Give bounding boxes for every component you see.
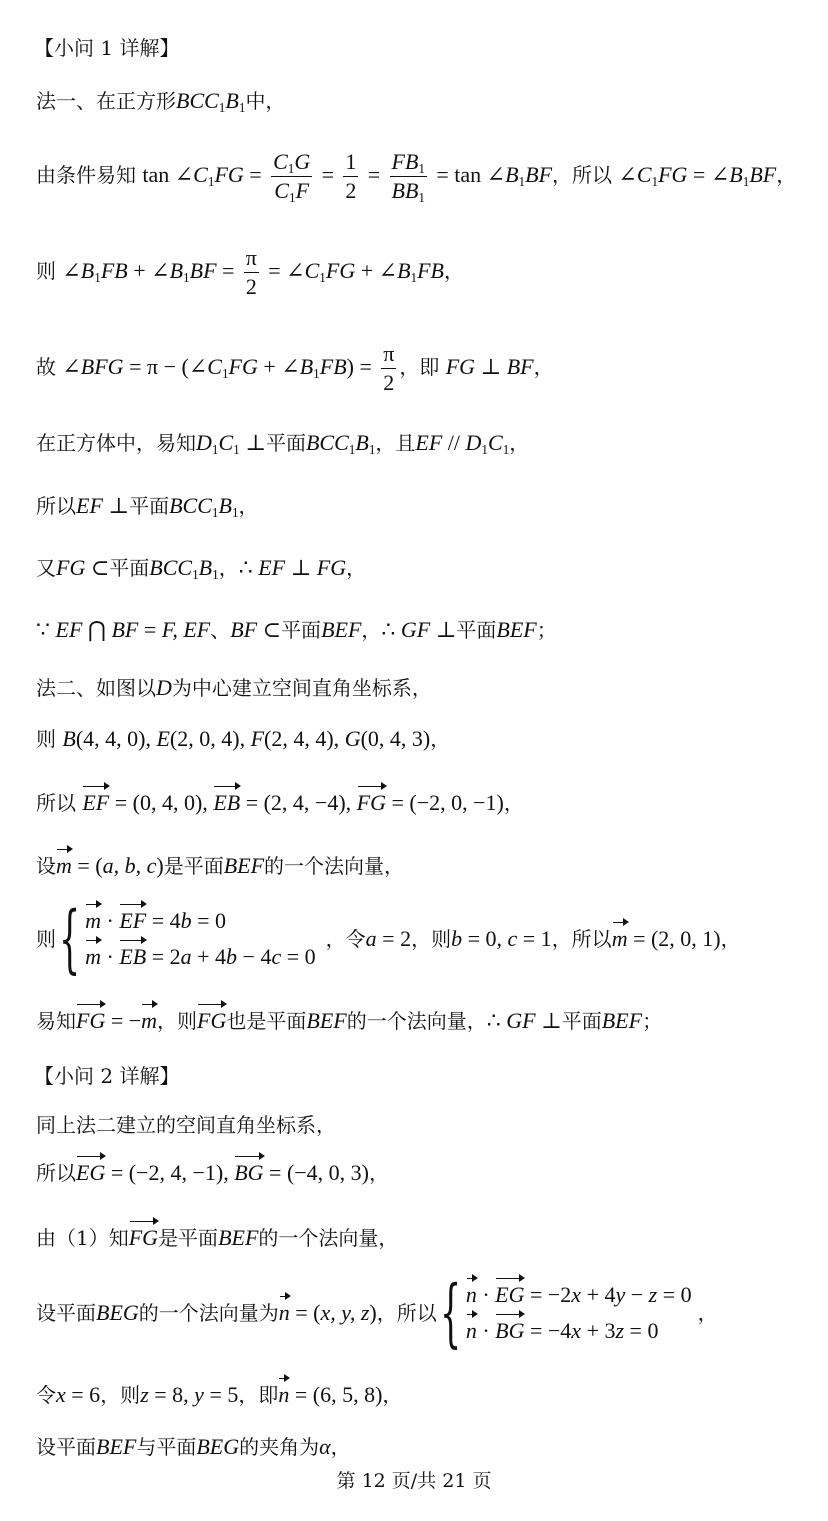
conclusion-line-1: ∵ EF ⋂ BF = F, EF、BF ⊂平面BEF，∴ GF ⊥平面BEF； — [36, 617, 557, 642]
normal-vector-m-line: 设m = (a, b, c)是平面BEF的一个法向量， — [36, 853, 405, 878]
section-heading-q1: 【小问 1 详解】 — [34, 36, 180, 60]
fg-subset-line: 又FG ⊂平面$BCC_1B_1$，∴ EF ⊥ FG， — [36, 555, 367, 582]
coordinates-line: 则 B(4, 4, 0), E(2, 0, 4), F(2, 4, 4), G(0, 4, 3)， — [36, 726, 451, 751]
system-1-line: 则 { m · EF = 4b = 0 m · EB = 2a + 4b − 4c = 0 ，令 a = 2 ，则 b = 0, c = 1 ，所以 m = (2, 0, 1) ， — [36, 896, 741, 982]
q2-setup-line: 同上法二建立的空间直角坐标系， — [36, 1113, 336, 1137]
q2-fg-normal-line: 由（1）知FG是平面BEF的一个法向量， — [36, 1225, 399, 1250]
ef-perp-line: 所以EF ⊥平面$BCC_1B_1$， — [36, 493, 259, 520]
method2-intro: 法二、如图以D为中心建立空间直角坐标系， — [36, 675, 432, 700]
system-2-line: 设平面 BEG 的一个法向量为 n = (x, y, z) ，所以 { n · EG = −2x + 4y − z = 0 n · BG = −4x + 3z = 0 ， — [36, 1270, 718, 1356]
method1-intro: 法一、在正方形$BCC_1B_1$中， — [36, 88, 286, 115]
angle-bfg-line: 故 ∠BFG = $\pi - (\angle C_1FG$ + $\angle B_1FB$) = $\frac{\pi}{2}$ ，即 FG ⊥ BF， — [36, 341, 554, 396]
n-solution-line: 令x = 6，则z = 8, y = 5，即n = (6, 5, 8)， — [36, 1382, 403, 1407]
tan-equation-line: 由条件易知 $\tan \angle C_1FG$ = $\frac{C_1G}{C_1F}$ = $\frac{1}{2}$ = $\frac{FB_1}{BB_1}$ = $\tan \angle B_1BF$，所以 $\angle C_1FG$ = $\angle B_1BF$， — [36, 149, 797, 206]
cube-perp-line: 在正方体中，易知$D_1C_1$ ⊥平面$BCC_1B_1$，且EF // $D_1C_1$， — [36, 430, 530, 457]
fg-normal-line: 易知FG = −m，则FG也是平面BEF的一个法向量，∴ GF ⊥平面BEF； — [36, 1008, 663, 1033]
angle-alpha-line: 设平面BEF与平面BEG的夹角为α， — [36, 1434, 351, 1459]
vectors-line: 所以 EF = (0, 4, 0), EB = (2, 4, −4), FG = (−2, 0, −1)， — [36, 790, 524, 815]
section-heading-q2: 【小问 2 详解】 — [34, 1064, 180, 1088]
angle-sum-line: 则 $\angle B_1FB$ + $\angle B_1BF$ = $\frac{\pi}{2}$ = $\angle C_1FG$ + $\angle B_1FB$， — [36, 245, 464, 300]
page-footer: 第 12 页/共 21 页 — [336, 1470, 492, 1492]
q2-vectors-line: 所以EG = (−2, 4, −1), BG = (−4, 0, 3)， — [36, 1160, 389, 1185]
